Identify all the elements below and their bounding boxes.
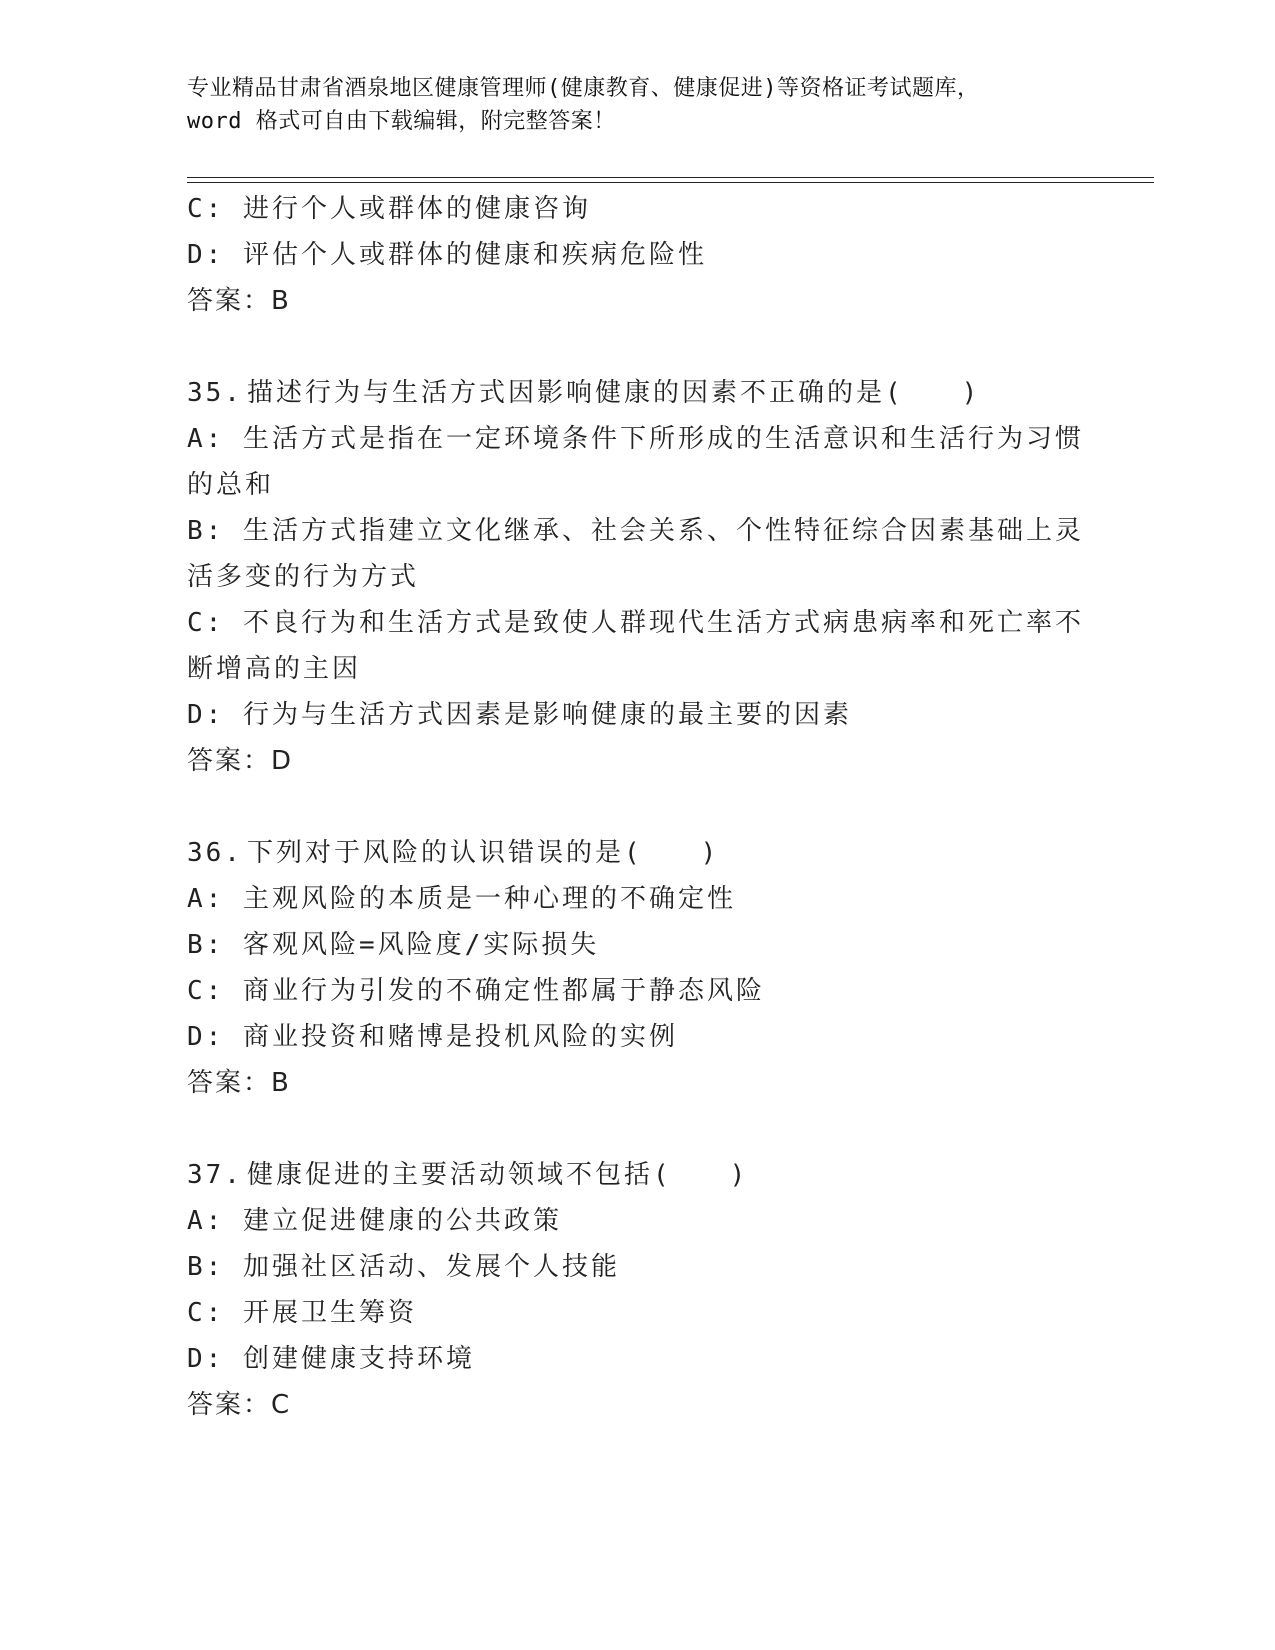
question-text: 健康促进的主要活动领域不包括( ) <box>247 1160 749 1190</box>
option-a: A: 主观风险的本质是一种心理的不确定性 <box>187 884 736 914</box>
option-a-continued: 的总和 <box>187 470 275 500</box>
option-a: A: 生活方式是指在一定环境条件下所形成的生活意识和生活行为习惯 <box>187 424 1084 454</box>
option-d: D: 创建健康支持环境 <box>187 1344 475 1374</box>
option-c-continued: 断增高的主因 <box>187 654 362 684</box>
question-stem <box>187 1152 1087 1198</box>
question-number: 36. <box>187 838 243 868</box>
option-d: D: 评估个人或群体的健康和疾病危险性 <box>187 240 707 270</box>
answer-line: 答案：B <box>187 286 291 316</box>
header-line-1: 专业精品甘肃省酒泉地区健康管理师(健康教育、健康促进)等资格证考试题库， <box>187 76 980 101</box>
option-a: A: 建立促进健康的公共政策 <box>187 1206 562 1236</box>
answer-line: 答案：D <box>187 746 294 776</box>
option-d: D: 行为与生活方式因素是影响健康的最主要的因素 <box>187 700 852 730</box>
option-b-continued: 活多变的行为方式 <box>187 562 420 592</box>
option-b: B: 生活方式指建立文化继承、社会关系、个性特征综合因素基础上灵 <box>187 516 1084 546</box>
option-b: B: 加强社区活动、发展个人技能 <box>187 1252 620 1282</box>
question-36 <box>187 830 1087 1106</box>
question-list <box>187 186 1087 1428</box>
spacer <box>187 324 1087 370</box>
question-37 <box>187 1152 1087 1428</box>
question-34-continued <box>187 186 1087 324</box>
header-divider-top <box>187 177 1154 178</box>
spacer <box>187 784 1087 830</box>
question-stem <box>187 370 1087 416</box>
header-line-2: word 格式可自由下载编辑，附完整答案！ <box>187 109 616 134</box>
answer-line: 答案：B <box>187 1068 291 1098</box>
question-text: 描述行为与生活方式因影响健康的因素不正确的是( ) <box>247 378 981 408</box>
option-c: C: 进行个人或群体的健康咨询 <box>187 194 591 224</box>
question-number: 35. <box>187 378 243 408</box>
option-c: C: 开展卫生筹资 <box>187 1298 417 1328</box>
option-c: C: 商业行为引发的不确定性都属于静态风险 <box>187 976 765 1006</box>
document-header <box>187 72 1087 138</box>
question-text: 下列对于风险的认识错误的是( ) <box>247 838 720 868</box>
question-stem <box>187 830 1087 876</box>
option-b: B: 客观风险=风险度/实际损失 <box>187 930 600 960</box>
answer-line: 答案：C <box>187 1390 292 1420</box>
spacer <box>187 1106 1087 1152</box>
question-number: 37. <box>187 1160 243 1190</box>
option-d: D: 商业投资和赌博是投机风险的实例 <box>187 1022 678 1052</box>
header-divider-bottom <box>187 182 1154 183</box>
option-c: C: 不良行为和生活方式是致使人群现代生活方式病患病率和死亡率不 <box>187 608 1084 638</box>
question-35 <box>187 370 1087 784</box>
